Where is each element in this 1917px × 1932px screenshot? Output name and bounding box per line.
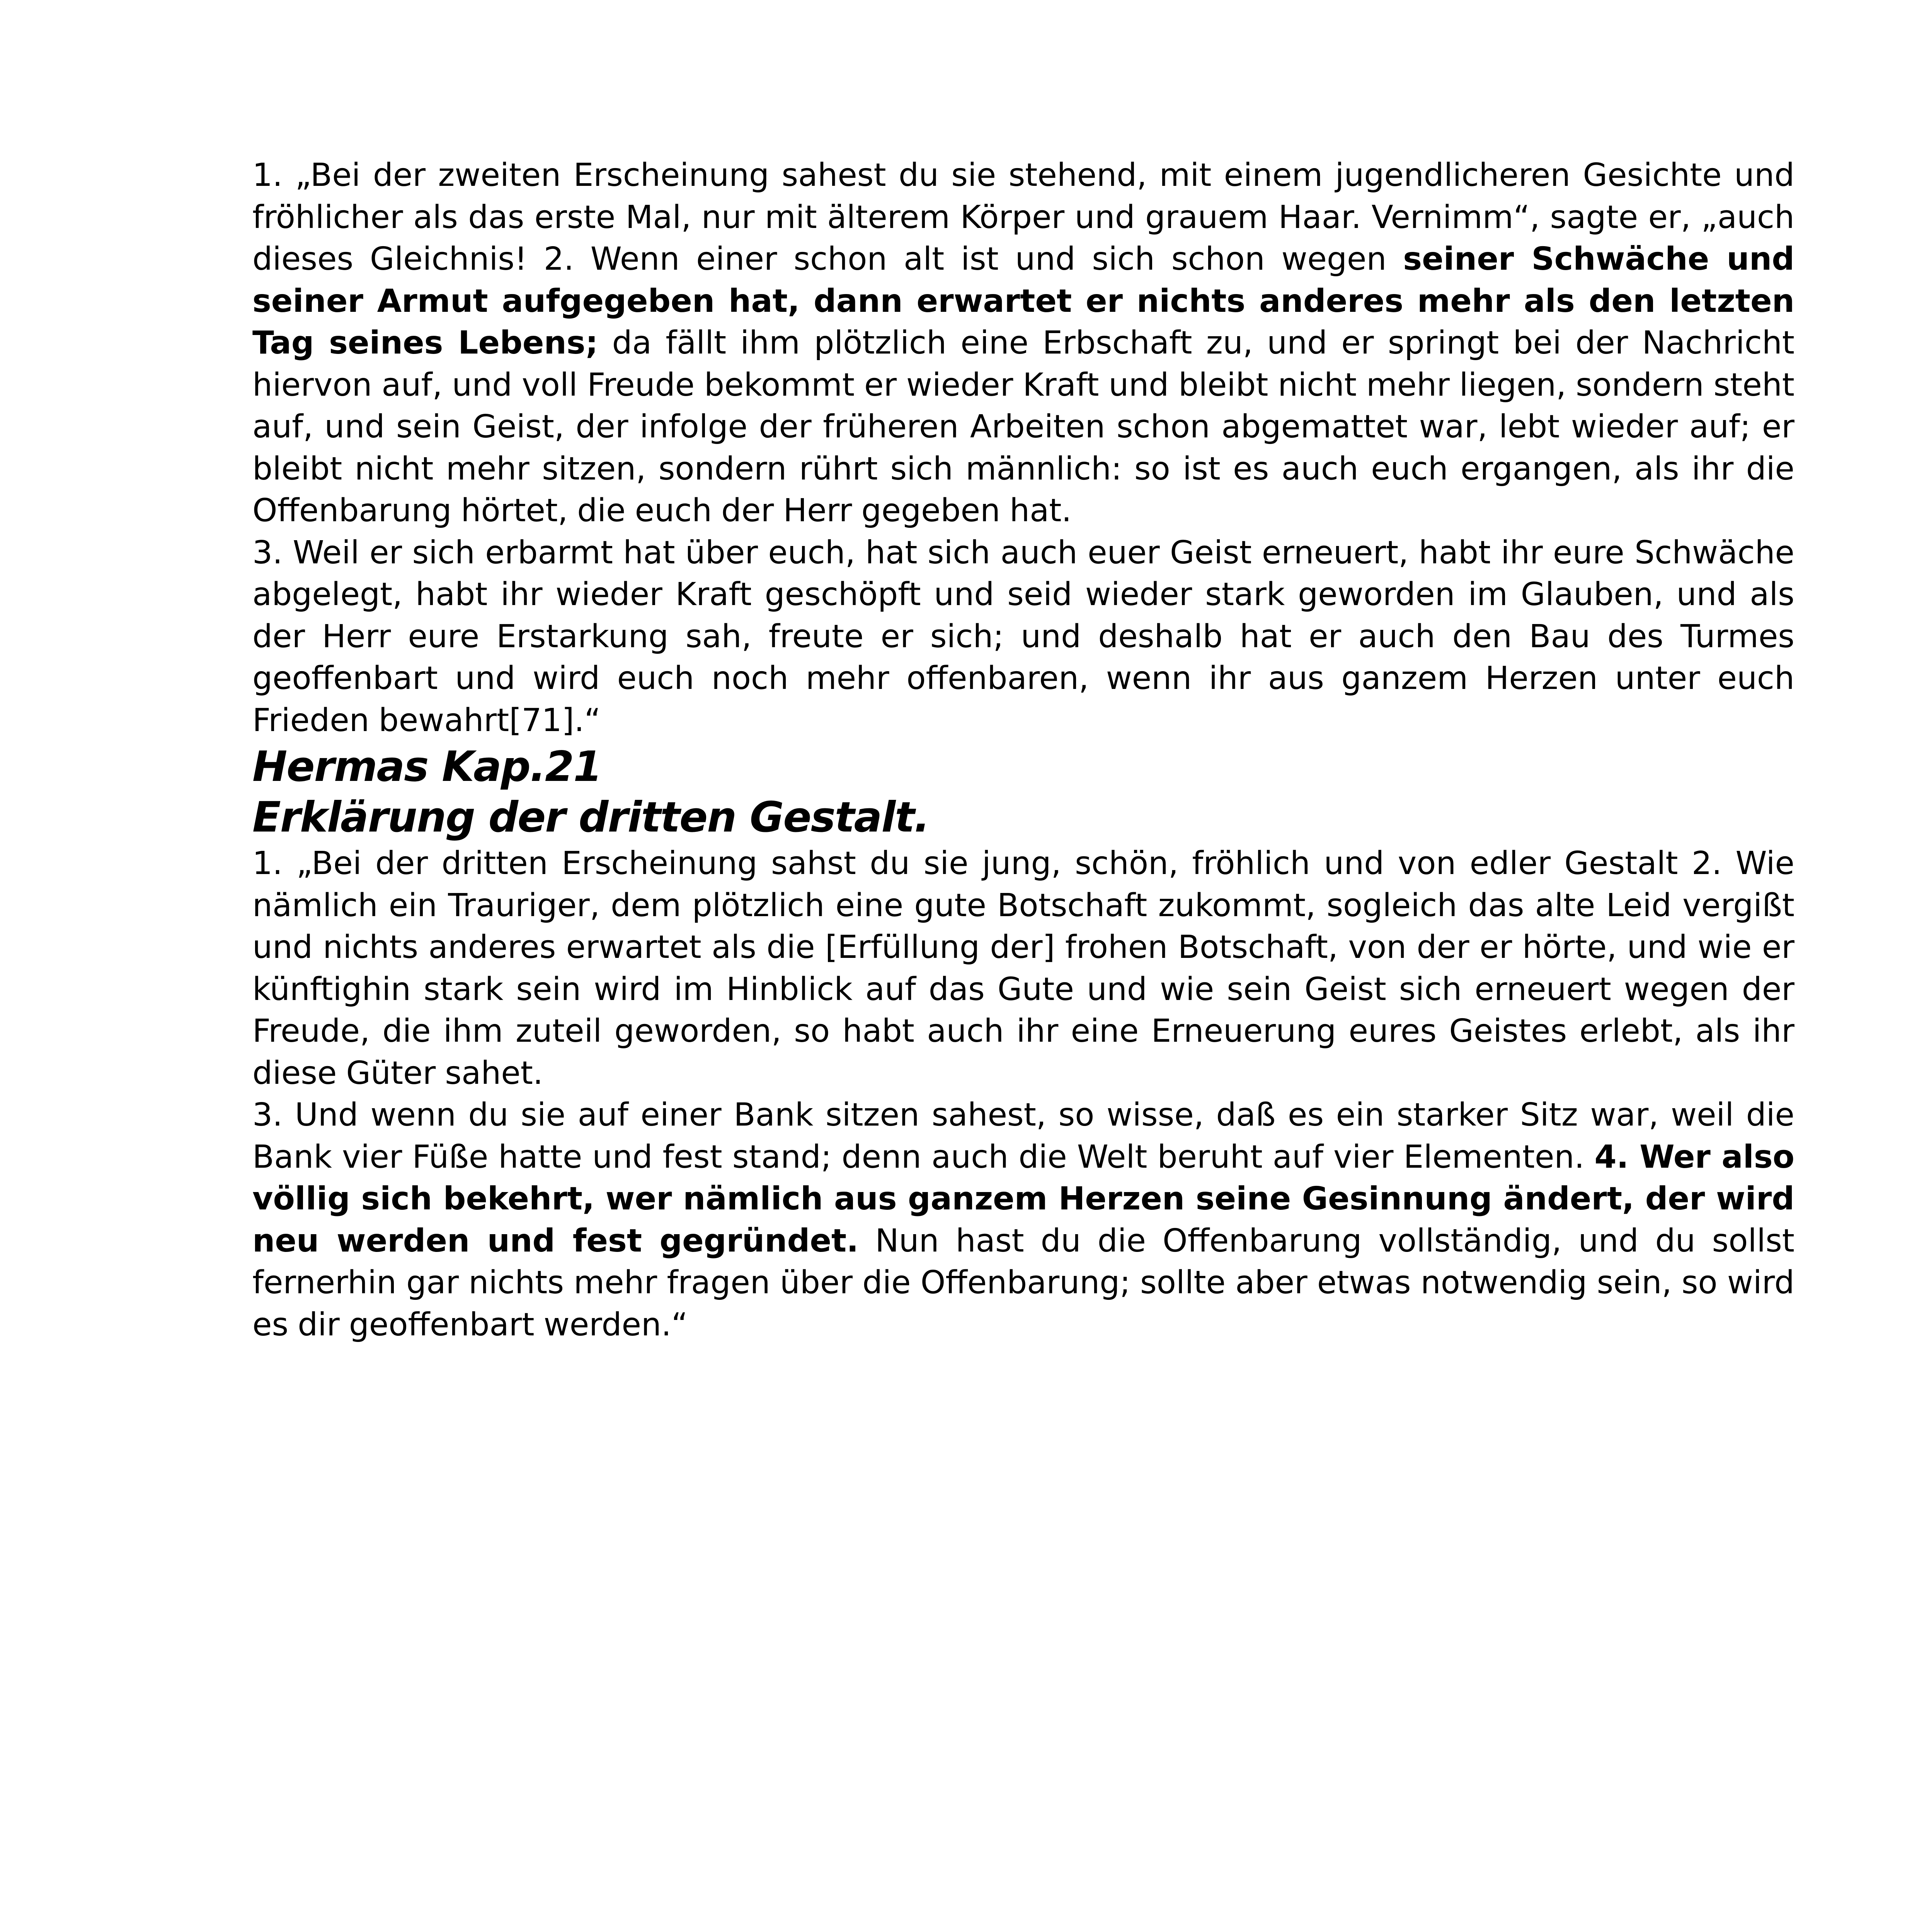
paragraph-text: 3. Und wenn du sie auf einer Bank sitzen sahest, so wisse, daß es ein starker Sitz war, weil die Bank vier Füße hatte und fest stand; denn auch die Welt beruht auf vier Elementen. [252, 1097, 1794, 1175]
paragraph-text: 1. „Bei der zweiten Erscheinung sahest du sie stehend, mit einem jugendlicheren Gesichte und fröhlicher als das erste Mal, nur mit älterem Körper und grauem Haar. Vernimm“, sagte er, „auch dieses Gleichnis! 2. Wenn einer schon alt ist und sich schon wegen [252, 157, 1794, 277]
bold-passage: 4. Wer also völlig sich bekehrt, wer nämlich aus ganzem Herzen seine Gesinnung ändert, der wird neu werden und fest gegründet. [252, 1138, 1795, 1259]
paragraph-spirit-renewed: 3. Weil er sich erbarmt hat über euch, hat sich auch euer Geist erneuert, habt ihr eure Schwäche abgelegt, habt ihr wieder Kraft geschöpft und seid wieder stark geworden im Glauben, und als der Herr eure Erstarkung sah, freute er sich; und deshalb hat er auch den Bau des Turmes geoffenbart und wird euch noch mehr offenbaren, wenn ihr aus ganzem Herzen unter euch Frieden bewahrt[71].“ [252, 534, 1794, 739]
paragraph-text-continued: Nun hast du die Offenbarung vollständig, und du sollst fernerhin gar nichts mehr fragen über die Offenbarung; sollte aber etwas notwendig sein, so wird es dir geoffenbart werden.“ [252, 1222, 1794, 1343]
bold-passage: seiner Schwäche und seiner Armut aufgegeben hat, dann erwartet er nichts anderes mehr als den letzten Tag seines Lebens; [252, 241, 1794, 361]
chapter-heading: Hermas Kap.21 [252, 743, 602, 791]
chapter-subheading: Erklärung der dritten Gestalt. [252, 793, 930, 842]
paragraph-second-appearance [252, 155, 1794, 532]
paragraph-bench [252, 1094, 1794, 1346]
page-body [252, 155, 1794, 1346]
paragraph-third-appearance: 1. „Bei der dritten Erscheinung sahst du sie jung, schön, fröhlich und von edler Gestalt 2. Wie nämlich ein Trauriger, dem plötzlich eine gute Botschaft zukommt, sogleich das alte Leid vergißt und nichts anderes erwartet als die [Erfüllung der] frohen Botschaft, von der er hörte, und wie er künftighin stark sein wird im Hinblick auf das Gute und wie sein Geist sich erneuert wegen der Freude, die ihm zuteil geworden, so habt auch ihr eine Erneuerung eures Geistes erlebt, als ihr diese Güter sahet. [252, 845, 1794, 1092]
paragraph-text-continued: da fällt ihm plötzlich eine Erbschaft zu, und er springt bei der Nachricht hiervon auf, und voll Freude bekommt er wieder Kraft und bleibt nicht mehr liegen, sondern steht auf, und sein Geist, der infolge der früheren Arbeiten schon abgemattet war, lebt wieder auf; er bleibt nicht mehr sitzen, sondern rührt sich männlich: so ist es auch euch ergangen, als ihr die Offenbarung hörtet, die euch der Herr gegeben hat. [252, 325, 1794, 529]
